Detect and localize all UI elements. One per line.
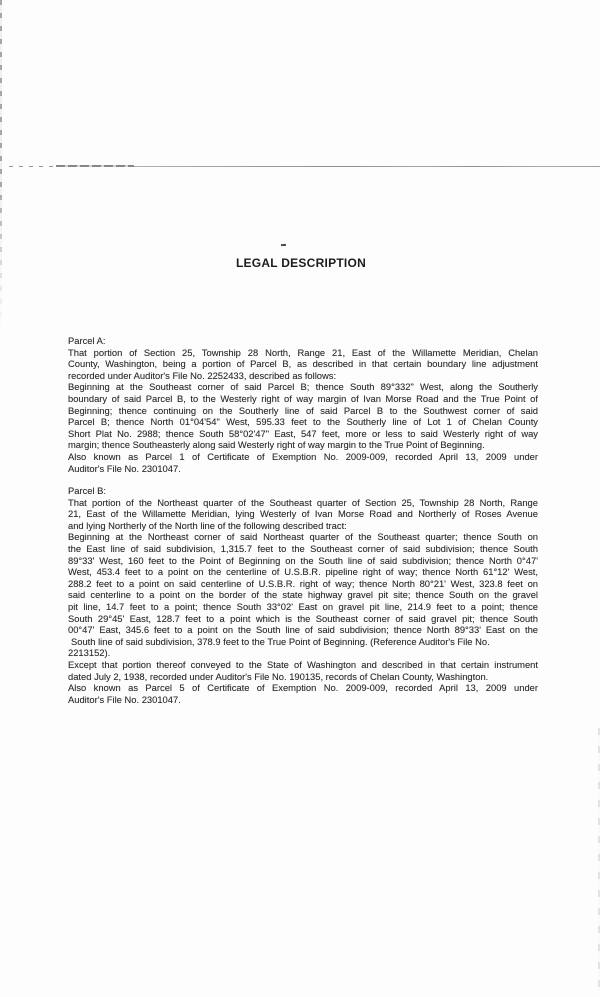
text-line: Parcel A:: [68, 335, 106, 346]
text-line: recorded under Auditor's File No. 2252433, described as follows:: [68, 369, 337, 381]
text-line: That portion of Section 25, Township 28 North, Range 21, East of the Willamette Meridian, Chelan: [68, 346, 538, 358]
fold-line-solid-segment: [134, 166, 600, 167]
text-line: 00°47' East, 345.6 feet to a point on the South line of said subdivision; thence North 89°33' East on the: [68, 624, 538, 636]
text-line: 2213152).: [68, 647, 111, 659]
text-line: Short Plat No. 2988; thence South 58°02'47" East, 547 feet, more or less to said Westerly right of way: [68, 427, 538, 439]
text-line: That portion of the Northeast quarter of the Southeast quarter of Section 25, Township 28 North, Range: [68, 496, 538, 508]
text-line: said centerline to a point on the border of the state highway gravel pit site; thence South on the gravel: [68, 589, 538, 601]
text-line: Parcel B:: [68, 485, 107, 496]
text-line: Auditor's File No. 2301047.: [68, 693, 181, 705]
text-line: Also known as Parcel 5 of Certificate of Exemption No. 2009-009, recorded April 13, 2009 under: [68, 682, 538, 694]
text-line: dated July 2, 1938, recorded under Auditor's File No. 190135, records of Chelan County, Washington.: [68, 670, 489, 682]
stray-scan-mark: [281, 244, 286, 246]
text-line: Parcel B; thence North 01°04'54" West, 595.33 feet to the Southerly line of Lot 1 of Chelan County: [68, 416, 538, 428]
text-line: Beginning at the Northeast corner of said Northeast quarter of the Southeast quarter; thence South on: [68, 531, 538, 543]
text-line: margin; thence Southeasterly along said Westerly right of way margin to the True Point of Beginning.: [68, 439, 485, 451]
text-line: County, Washington, being a portion of Parcel B, as described in that certain boundary line adjustment: [68, 358, 538, 370]
parcel-a-paragraph: [68, 335, 538, 474]
text-line: Except that portion thereof conveyed to the State of Washington and described in that certain instrument: [68, 658, 538, 670]
text-line: Beginning at the Southeast corner of said Parcel B; thence South 89°332" West, along the Southerly: [68, 381, 538, 393]
text-line: and lying Northerly of the North line of the following described tract:: [68, 519, 347, 531]
parcel-b-paragraph: [68, 485, 538, 705]
text-line: Auditor's File No. 2301047.: [68, 462, 181, 474]
text-line: 21, East of the Willamette Meridian, lying Westerly of Ivan Morse Road and Northerly of Roses Avenue: [68, 508, 538, 520]
text-line: the East line of said subdivision, 1,315.7 feet to the Southeast corner of said subdivision; thence South: [68, 542, 538, 554]
text-line: 288.2 feet to a point on said centerline of U.S.B.R. right of way; thence North 80°21' West, 323.8 feet on: [68, 577, 538, 589]
text-line: Also known as Parcel 1 of Certificate of Exemption No. 2009-009, recorded April 13, 2009 under: [68, 450, 538, 462]
text-line: West, 453.4 feet to a point on the centerline of U.S.B.R. pipeline right of way; thence North 61°12' West,: [68, 566, 538, 578]
text-line: South line of said subdivision, 378.9 feet to the True Point of Beginning. (Reference Auditor's File No.: [71, 635, 490, 647]
page-title: LEGAL DESCRIPTION: [235, 256, 367, 270]
text-line: 89°33' West, 160 feet to the Point of Beginning on the South line of said subdivision; thence North 0°47': [68, 554, 538, 566]
text-line: boundary of said Parcel B, to the Westerly right of way margin of Ivan Morse Road and the True Point of: [68, 392, 538, 404]
fold-line-dashes: [9, 166, 56, 167]
scan-artifact-fold-line: [0, 165, 600, 168]
text-line: pit line, 14.7 feet to a point; thence South 33°02' East on gravel pit line, 214.9 feet to a point; thence: [68, 600, 538, 612]
text-line: Beginning; thence continuing on the Southerly line of said Parcel B to the Southwest corner of said: [68, 404, 538, 416]
fold-line-dark-segment: [56, 165, 134, 167]
text-line: South 29°45' East, 128.7 feet to a point which is the Southeast corner of said gravel pit; thence South: [68, 612, 538, 624]
